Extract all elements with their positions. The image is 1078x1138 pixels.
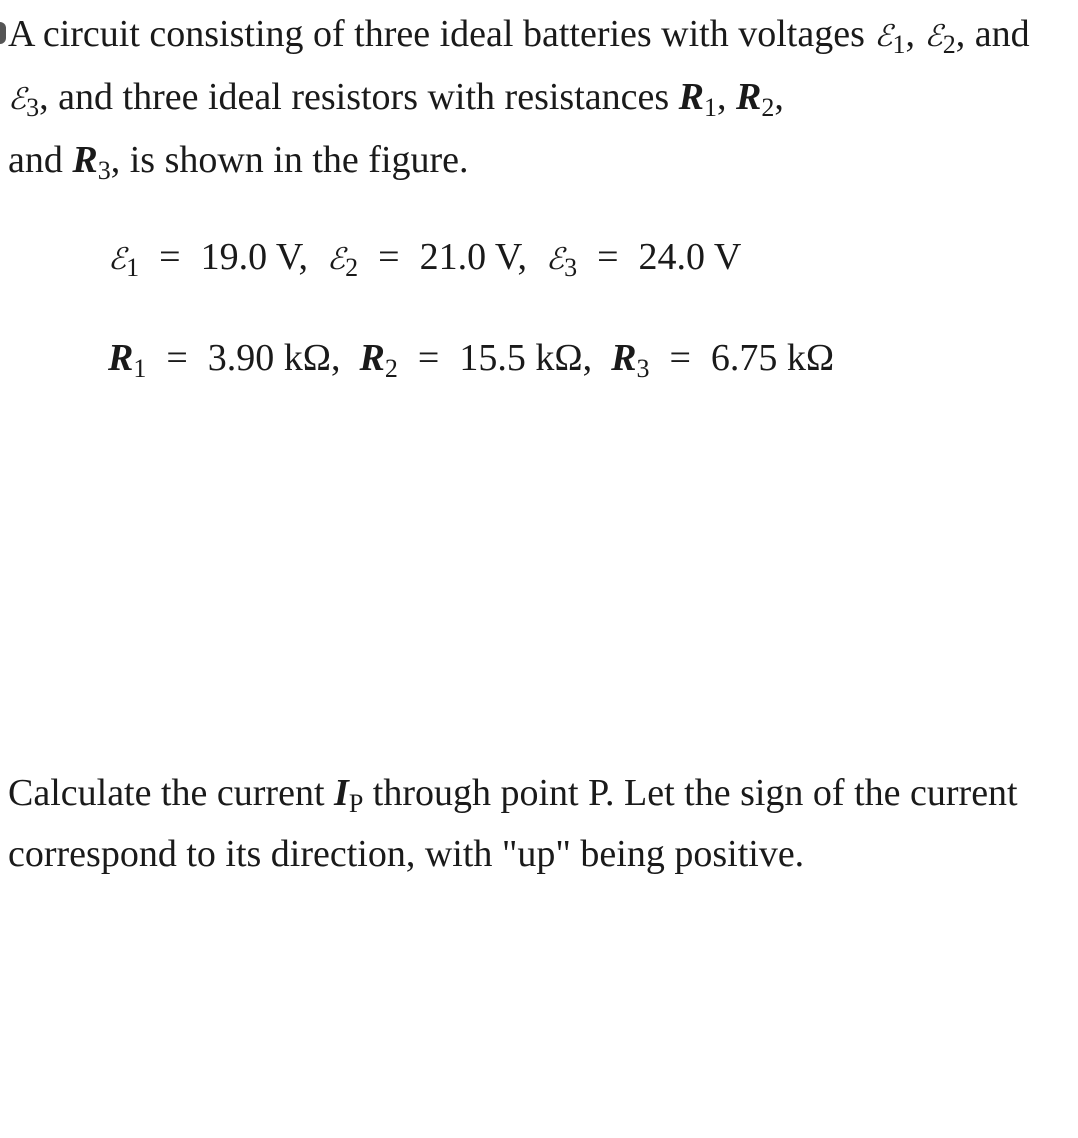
resistance-values-line — [108, 333, 834, 383]
emf-symbol: ℰ — [924, 19, 943, 54]
intro-paragraph — [8, 4, 1058, 191]
emf-symbol: ℰ — [8, 82, 27, 117]
equals-sign: = — [597, 236, 619, 278]
r3-value: 6.75 kΩ — [710, 337, 835, 379]
equals-sign: = — [378, 236, 400, 278]
intro-text: , and — [955, 13, 1030, 55]
intro-text: , is shown in the figure. — [110, 139, 469, 181]
subscript: 2 — [942, 30, 956, 59]
separator: , — [905, 13, 925, 55]
subscript: 1 — [704, 93, 717, 122]
separator: , — [331, 337, 351, 379]
separator: , — [517, 236, 537, 278]
resistance-symbol: R — [611, 337, 637, 379]
emf-symbol: ℰ — [874, 19, 893, 54]
resistance-symbol: R — [678, 76, 704, 118]
margin-indicator — [0, 22, 6, 44]
equals-sign: = — [417, 337, 440, 379]
resistance-symbol: R — [736, 76, 762, 118]
emf-symbol: ℰ — [108, 242, 127, 277]
separator: , — [582, 337, 602, 379]
subscript: 1 — [892, 30, 906, 59]
subscript: 3 — [97, 156, 111, 185]
subscript: 2 — [345, 253, 359, 282]
resistance-symbol: R — [359, 337, 385, 379]
subscript: 3 — [564, 253, 578, 282]
r2-value: 15.5 kΩ — [459, 337, 583, 379]
emf3-value: 24.0 V — [638, 236, 742, 278]
separator: , — [717, 76, 736, 118]
subscript: 3 — [26, 93, 40, 122]
emf-values-line — [108, 232, 741, 285]
subscript: 1 — [126, 253, 140, 282]
intro-text: and — [8, 139, 73, 181]
question-text: through point P. Let the sign of the current correspond to its direction, with "up" being positive. — [8, 772, 1018, 875]
subscript: 2 — [761, 93, 775, 122]
subscript: 2 — [384, 354, 398, 383]
current-symbol: I — [334, 772, 349, 814]
emf1-value: 19.0 V — [200, 236, 299, 278]
resistance-symbol: R — [108, 337, 134, 379]
r1-value: 3.90 kΩ — [207, 337, 332, 379]
emf-symbol: ℰ — [545, 242, 565, 277]
equals-sign: = — [166, 337, 188, 379]
question-paragraph — [8, 763, 1058, 885]
intro-text: , and three ideal resistors with resistances — [39, 76, 679, 118]
emf-symbol: ℰ — [326, 242, 346, 277]
equals-sign: = — [159, 236, 181, 278]
resistance-symbol: R — [72, 139, 98, 181]
separator: , — [298, 236, 318, 278]
subscript: P — [348, 789, 364, 818]
question-text: Calculate the current — [8, 772, 335, 814]
subscript: 1 — [133, 354, 147, 383]
equals-sign: = — [669, 337, 691, 379]
emf2-value: 21.0 V — [419, 236, 518, 278]
separator: , — [774, 76, 784, 118]
intro-text: A circuit consisting of three ideal batteries with voltages — [8, 13, 875, 55]
subscript: 3 — [636, 354, 650, 383]
